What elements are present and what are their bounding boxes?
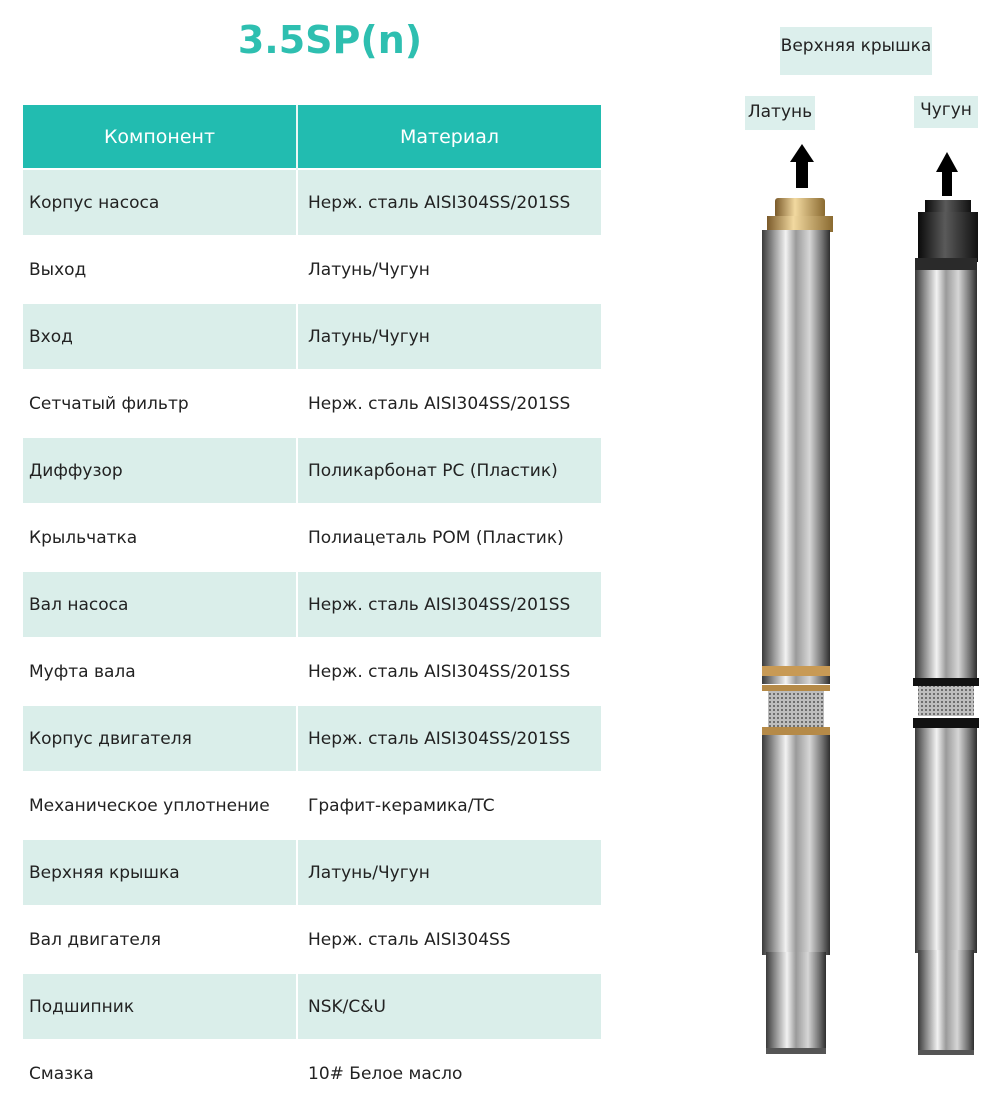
cast-iron-label: Чугун [914, 96, 978, 128]
up-arrow-icon [790, 144, 814, 188]
component-cell: Диффузор [23, 437, 297, 504]
material-cell: Нерж. сталь AISI304SS/201SS [297, 169, 601, 236]
component-cell: Выход [23, 236, 297, 303]
material-cell: Нерж. сталь AISI304SS/201SS [297, 705, 601, 772]
material-cell: Нерж. сталь AISI304SS/201SS [297, 638, 601, 705]
component-cell: Муфта вала [23, 638, 297, 705]
component-cell: Вал насоса [23, 571, 297, 638]
table-row [23, 571, 601, 638]
table-row [23, 169, 601, 236]
component-cell: Корпус двигателя [23, 705, 297, 772]
component-cell: Корпус насоса [23, 169, 297, 236]
table-row [23, 303, 601, 370]
table-row [23, 236, 601, 303]
cast-iron-pump-image [913, 152, 979, 1055]
brass-pump-image [762, 140, 833, 1054]
component-cell: Подшипник [23, 973, 297, 1040]
component-cell: Вход [23, 303, 297, 370]
table-row [23, 772, 601, 839]
table-row [23, 906, 601, 973]
material-cell: Нерж. сталь AISI304SS/201SS [297, 370, 601, 437]
materials-table [23, 105, 601, 1108]
table-row [23, 839, 601, 906]
table-row [23, 705, 601, 772]
material-cell: Латунь/Чугун [297, 839, 601, 906]
brass-label: Латунь [745, 96, 815, 130]
table-row [23, 638, 601, 705]
pump-illustrations [740, 140, 990, 1065]
material-cell: Нерж. сталь AISI304SS/201SS [297, 571, 601, 638]
table-row [23, 504, 601, 571]
material-cell: Латунь/Чугун [297, 303, 601, 370]
table-header-row [23, 105, 601, 169]
material-cell: Поликарбонат PC (Пластик) [297, 437, 601, 504]
material-cell: Латунь/Чугун [297, 236, 601, 303]
page-title: 3.5SP(n) [237, 18, 423, 62]
component-cell: Вал двигателя [23, 906, 297, 973]
column-header-material: Материал [297, 105, 601, 169]
material-cell: Нерж. сталь AISI304SS [297, 906, 601, 973]
component-cell: Механическое уплотнение [23, 772, 297, 839]
material-cell: Графит-керамика/TC [297, 772, 601, 839]
column-header-component: Компонент [23, 105, 297, 169]
component-cell: Верхняя крышка [23, 839, 297, 906]
component-cell: Сетчатый фильтр [23, 370, 297, 437]
table-row [23, 437, 601, 504]
table-row [23, 370, 601, 437]
table-row [23, 1040, 601, 1107]
top-cover-label: Верхняя крышка [780, 27, 932, 75]
material-cell: 10# Белое масло [297, 1040, 601, 1107]
component-cell: Смазка [23, 1040, 297, 1107]
material-cell: Полиацеталь POM (Пластик) [297, 504, 601, 571]
material-cell: NSK/C&U [297, 973, 601, 1040]
up-arrow-icon [936, 152, 958, 196]
component-cell: Крыльчатка [23, 504, 297, 571]
table-row [23, 973, 601, 1040]
